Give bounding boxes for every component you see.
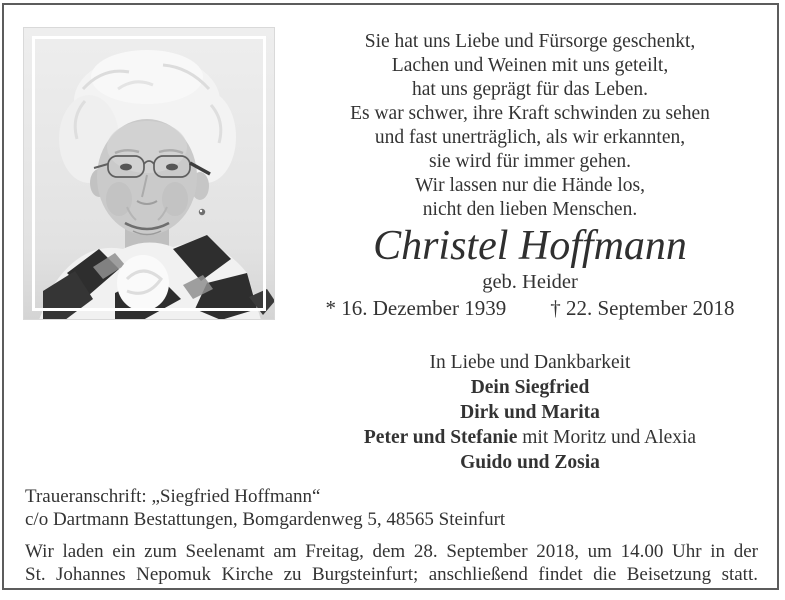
funeral-service-announcement (25, 541, 758, 586)
family-line (300, 425, 760, 450)
portrait-photo (23, 27, 275, 320)
poem-line: Es war schwer, ihre Kraft schwinden zu sehen (350, 103, 710, 124)
maiden-name: geb. Heider (482, 271, 578, 293)
family-list (300, 375, 760, 475)
mourning-address-line: c/o Dartmann Bestattungen, Bomgardenweg 5, 48565 Steinfurt (25, 508, 506, 530)
poem-line: und fast unerträglich, als wir erkannten, (374, 127, 686, 148)
poem-line: hat uns geprägt für das Leben. (411, 79, 649, 100)
service-announcement-line: Wir laden ein zum Seelenamt am Freitag, dem 28. September 2018, um 14.00 Uhr in der (25, 541, 758, 562)
death-date: † 22. September 2018 (550, 296, 735, 320)
family-line (300, 450, 760, 475)
poem-line: sie wird für immer gehen. (429, 151, 631, 172)
portrait-photo-illustration (23, 27, 275, 320)
notice-text-column (300, 30, 760, 475)
poem-line: Lachen und Weinen mit uns geteilt, (391, 55, 669, 76)
family-name-bold: Guido und Zosia (460, 452, 600, 473)
family-name-regular: mit Moritz und Alexia (517, 427, 697, 448)
family-name-bold: Dirk und Marita (460, 402, 600, 423)
poem-line: Wir lassen nur die Hände los, (415, 175, 645, 196)
poem-line: nicht den lieben Menschen. (422, 199, 638, 220)
family-name-bold: Peter und Stefanie (363, 427, 518, 448)
poem-line: Sie hat uns Liebe und Fürsorge geschenkt, (364, 31, 696, 52)
service-announcement-line: St. Johannes Nepomuk Kirche zu Burgsteinfurt; anschließend findet die Beisetzung statt. (25, 563, 758, 585)
earring (199, 209, 205, 215)
deceased-name: Christel Hoffmann (373, 223, 687, 269)
life-dates (300, 296, 760, 320)
condolence-intro: In Liebe und Dankbarkeit (429, 352, 631, 373)
mourning-address-line: Traueranschrift: „Siegfried Hoffmann“ (25, 486, 321, 507)
family-line (300, 400, 760, 425)
mourning-address (25, 486, 505, 531)
family-name-bold: Dein Siegfried (470, 377, 590, 398)
family-line (300, 375, 760, 400)
birth-date: * 16. Dezember 1939 (325, 296, 507, 320)
memorial-poem (300, 30, 760, 222)
